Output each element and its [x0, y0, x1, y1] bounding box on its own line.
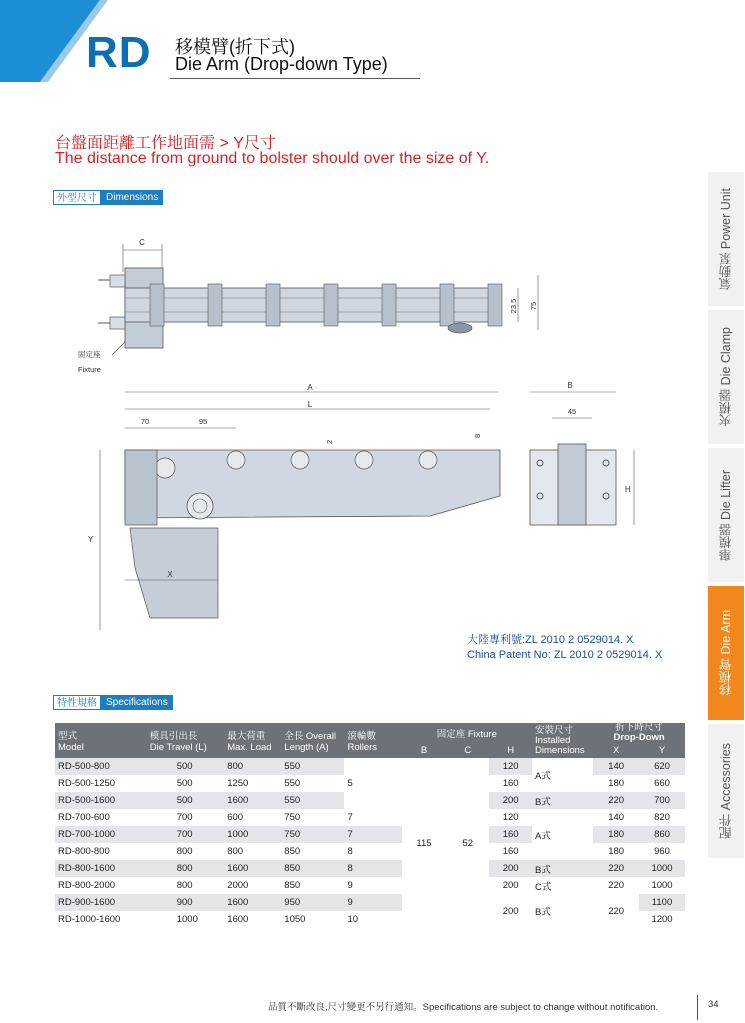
dim-a-label: A — [307, 383, 313, 392]
table-row: RD-700-600 700 600 750 7 120 A式 140 820 — [55, 809, 685, 826]
title-english: Die Arm (Drop-down Type) — [175, 54, 388, 74]
side-tab-die-lifter[interactable]: 舉模器 Die Lifter — [708, 448, 744, 582]
th-h: H — [489, 743, 532, 758]
side-view-drawing — [520, 378, 640, 538]
dim-45-label: 45 — [567, 407, 577, 416]
dim-c-label: C — [139, 238, 145, 247]
front-view-drawing — [70, 378, 510, 638]
th-b: B — [402, 743, 447, 758]
spec-table — [55, 723, 685, 928]
merged-b: 115 — [402, 758, 447, 928]
fixture-label-cn: 固定座 — [78, 350, 101, 359]
table-row: RD-500-1600 500 1600 550 200 B式 220 700 — [55, 792, 685, 809]
side-tab-nav — [708, 172, 744, 858]
merged-c: 52 — [446, 758, 489, 928]
table-row: RD-1000-1600 1000 1600 1050 10 1200 — [55, 911, 685, 928]
side-tab-die-arm[interactable]: 移模臂 Die Arm — [708, 586, 744, 720]
patent-cn: 大陸專利號:ZL 2010 2 0529014. X — [467, 634, 634, 646]
note-english: The distance from ground to bolster should over the size of Y. — [55, 150, 490, 167]
dim-b-label: B — [567, 381, 573, 390]
specs-section-label — [53, 695, 173, 710]
fixture-label-en: Fixture — [78, 365, 101, 374]
specs-label-cn: 特性規格 — [53, 695, 101, 710]
dim-x-label: X — [167, 570, 173, 579]
note-chinese: 台盤面距離工作地面需 > Y尺寸 — [55, 135, 276, 152]
table-row: RD-500-1250 500 1250 550 160 180 660 — [55, 775, 685, 792]
table-row: RD-800-1600 800 1600 850 8 200 B式 220 1000 — [55, 860, 685, 877]
th-y: Y — [639, 743, 685, 758]
dim-h-label: H — [625, 485, 631, 494]
dim-y-label: Y — [88, 535, 94, 544]
side-tab-accessories[interactable]: 配件 Accessories — [708, 724, 744, 858]
footer-divider — [697, 995, 698, 1020]
th-load: 最大荷重 Max. Load — [224, 723, 281, 758]
dim-8-label: 8 — [473, 433, 482, 438]
page-number: 34 — [708, 999, 719, 1010]
patent-en: China Patent No: ZL 2010 2 0529014. X — [467, 649, 663, 661]
dimensions-label-cn: 外型尺寸 — [53, 190, 101, 205]
title-chinese: 移模臂(折下式) — [175, 37, 295, 57]
th-installed: 安裝尺寸 Installed Dimensions — [532, 723, 593, 758]
title-underline — [170, 78, 420, 79]
dim-70-label: 70 — [140, 417, 150, 426]
dim-l-label: L — [307, 400, 313, 409]
th-fixture: 固定座 Fixture — [402, 723, 532, 743]
table-row: RD-800-800 800 800 850 8 160 180 960 — [55, 843, 685, 860]
dimensions-section-label — [53, 190, 163, 205]
table-row: RD-900-1600 900 1600 950 9 200 B式 220 1100 — [55, 894, 685, 911]
table-row: RD-800-2000 800 2000 850 9 200 C式 220 1000 — [55, 877, 685, 894]
th-x: X — [593, 743, 639, 758]
dim-2-label: 2 — [325, 439, 334, 444]
th-model: 型式 Model — [55, 723, 147, 758]
specs-label-en: Specifications — [101, 695, 173, 710]
th-travel: 模具引出長 Die Travel (L) — [147, 723, 224, 758]
dim-95-label: 95 — [198, 417, 208, 426]
th-rollers: 滾輪數 Rollers — [344, 723, 401, 758]
dimensions-label-en: Dimensions — [101, 190, 163, 205]
table-row: RD-700-1000 700 1000 750 7 160 180 860 — [55, 826, 685, 843]
dim-75-label: 75 — [529, 301, 538, 311]
th-c: C — [446, 743, 489, 758]
side-tab-die-clamp[interactable]: 夾模器 Die Clamp — [708, 310, 744, 444]
th-dropdown: 折下時尺寸 Drop-Down — [593, 723, 685, 743]
side-tab-power-unit[interactable]: 氣動泵 Power Unit — [708, 172, 744, 306]
th-length: 全長 Overall Length (A) — [281, 723, 344, 758]
table-row: RD-500-800 500 800 550 5 115 52 120 A式 140 620 — [55, 758, 685, 775]
dim-235-label: 23.5 — [509, 298, 518, 314]
top-view-drawing — [70, 230, 570, 380]
footer-note: 品質不斷改良,尺寸變更不另行通知。Specifications are subject to change without notification. — [268, 1002, 659, 1013]
product-code: RD — [86, 28, 152, 77]
